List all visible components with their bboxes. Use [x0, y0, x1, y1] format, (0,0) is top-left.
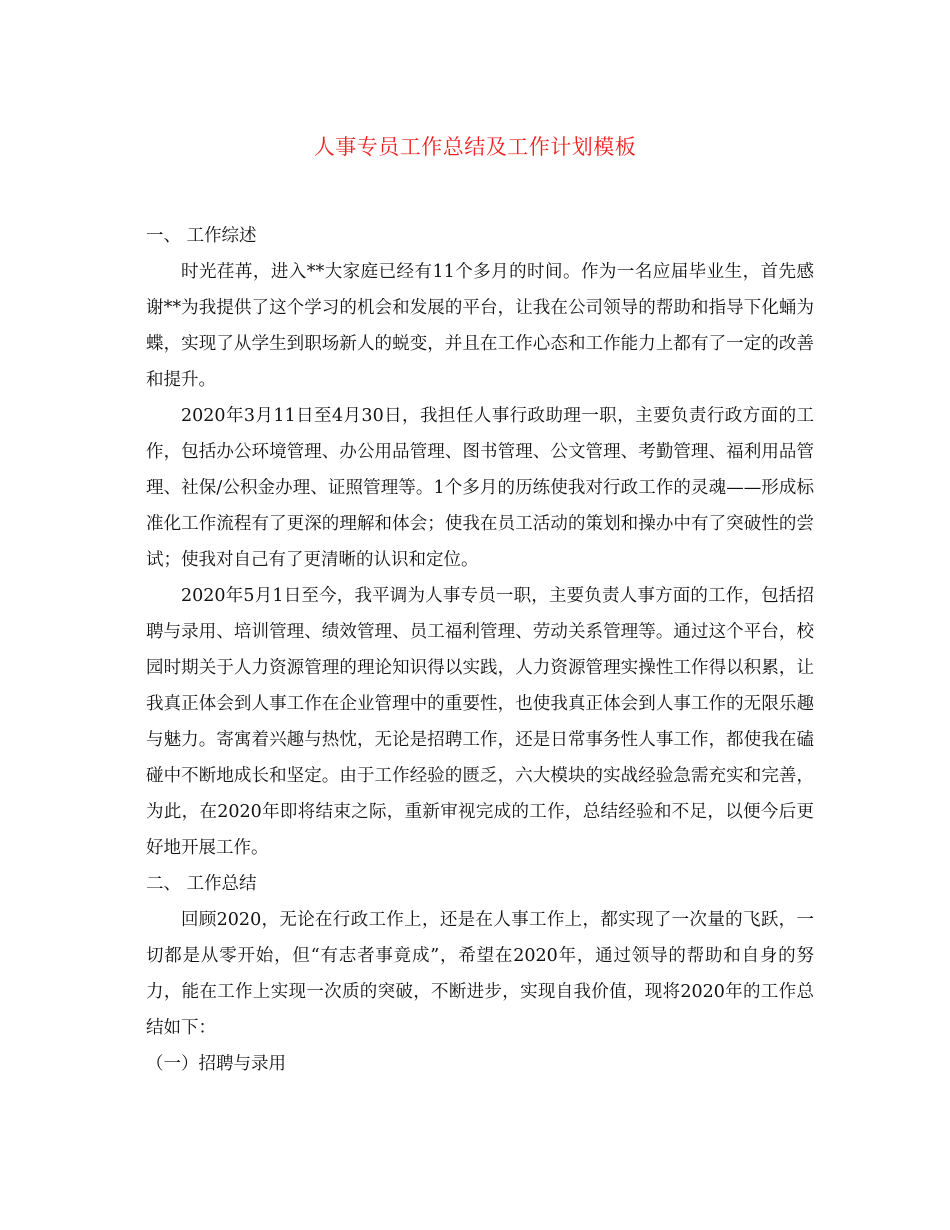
paragraph-intro: 时光荏苒，进入**大家庭已经有11个多月的时间。作为一名应届毕业生，首先感谢**为我提供了这个学习的机会和发展的平台，让我在公司领导的帮助和指导下化蛹为蝶，实现了从学生到职场新人的蜕变，并且在工作心态和工作能力上都有了一定的改善和提升。: [146, 262, 814, 390]
subsection-heading-recruitment: （一）招聘与录用: [146, 1054, 286, 1074]
section-heading-summary: 二、 工作总结: [146, 874, 257, 894]
paragraph-admin-assistant: 2020年3月11日至4月30日，我担任人事行政助理一职，主要负责行政方面的工作，包括办公环境管理、办公用品管理、图书管理、公文管理、考勤管理、福利用品管理、社保/公积金办理、证照管理等。1个多月的历练使我对行政工作的灵魂——形成标准化工作流程有了更深的理解和体会；使我在员工活动的策划和操办中有了突破性的尝试；使我对自己有了更清晰的认识和定位。: [146, 406, 814, 570]
section-heading-overview: 一、 工作综述: [146, 226, 257, 246]
document-title: 人事专员工作总结及工作计划模板: [313, 135, 637, 159]
document-body: [146, 218, 814, 1082]
paragraph-hr-specialist: 2020年5月1日至今，我平调为人事专员一职，主要负责人事方面的工作，包括招聘与录用、培训管理、绩效管理、员工福利管理、劳动关系管理等。通过这个平台，校园时期关于人力资源管理的理论知识得以实践，人力资源管理实操性工作得以积累，让我真正体会到人事工作在企业管理中的重要性，也使我真正体会到人事工作的无限乐趣与魅力。寄寓着兴趣与热忱，无论是招聘工作，还是日常事务性人事工作，都使我在磕碰中不断地成长和坚定。由于工作经验的匮乏，六大模块的实战经验急需充实和完善，为此，在2020年即将结束之际，重新审视完成的工作，总结经验和不足，以便今后更好地开展工作。: [146, 586, 814, 858]
paragraph-review: 回顾2020，无论在行政工作上，还是在人事工作上，都实现了一次量的飞跃，一切都是从零开始，但“有志者事竟成”，希望在2020年，通过领导的帮助和自身的努力，能在工作上实现一次质的突破，不断进步，实现自我价值，现将2020年的工作总结如下：: [146, 910, 814, 1038]
